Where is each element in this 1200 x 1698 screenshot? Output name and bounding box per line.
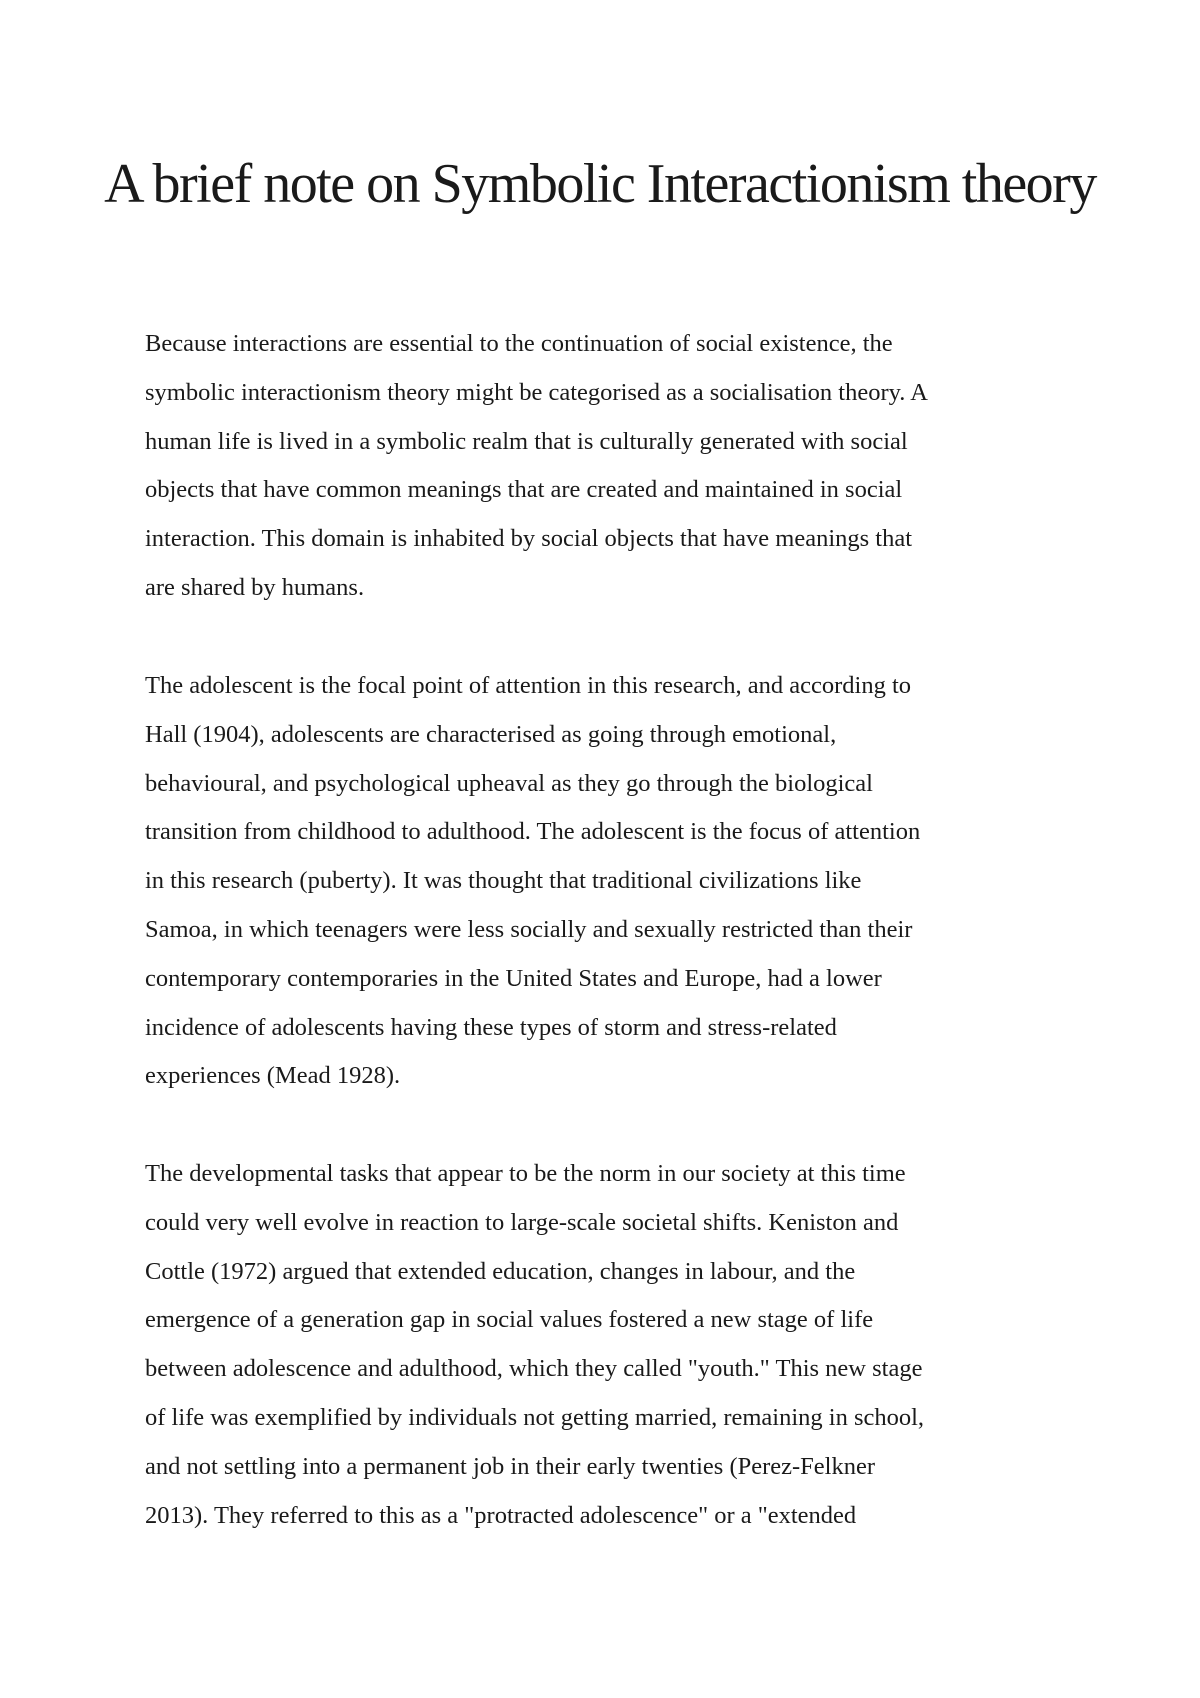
paragraph-line: and not settling into a permanent job in their early twenties (Perez-Felkner xyxy=(145,1452,876,1480)
paragraph-line: symbolic interactionism theory might be categorised as a socialisation theory. A xyxy=(145,378,928,406)
paragraph-line: in this research (puberty). It was thought that traditional civilizations like xyxy=(145,867,862,895)
paragraph-line: incidence of adolescents having these types of storm and stress-related xyxy=(145,1013,837,1041)
paragraph-line: Samoa, in which teenagers were less socially and sexually restricted than their xyxy=(145,915,913,943)
paragraph-line: objects that have common meanings that are created and maintained in social xyxy=(145,476,903,504)
paragraph-line: The developmental tasks that appear to be the norm in our society at this time xyxy=(145,1160,906,1187)
paragraph-2 xyxy=(145,662,1075,1101)
paragraph-line: between adolescence and adulthood, which they called "youth." This new stage xyxy=(145,1355,923,1383)
paragraph-line: are shared by humans. xyxy=(145,573,365,601)
paragraph-line: Hall (1904), adolescents are characterised as going through emotional, xyxy=(145,720,837,748)
paragraph-line: of life was exemplified by individuals not getting married, remaining in school, xyxy=(145,1403,925,1431)
paragraph-line: Cottle (1972) argued that extended education, changes in labour, and the xyxy=(145,1257,856,1285)
document-title: A brief note on Symbolic Interactionism theory xyxy=(104,153,1096,215)
paragraph-line: experiences (Mead 1928). xyxy=(145,1062,401,1090)
paragraph-line: contemporary contemporaries in the United States and Europe, had a lower xyxy=(145,964,882,992)
paragraph-3 xyxy=(145,1150,1075,1540)
paragraph-line: Because interactions are essential to the continuation of social existence, the xyxy=(145,330,893,357)
paragraph-line: human life is lived in a symbolic realm that is culturally generated with social xyxy=(145,427,908,455)
paragraph-line: transition from childhood to adulthood. The adolescent is the focus of attention xyxy=(145,818,921,846)
paragraph-line: emergence of a generation gap in social values fostered a new stage of life xyxy=(145,1306,874,1334)
paragraph-line: behavioural, and psychological upheaval as they go through the biological xyxy=(145,769,873,797)
paragraph-line: The adolescent is the focal point of attention in this research, and according to xyxy=(145,672,912,699)
paragraph-line: 2013). They referred to this as a "protracted adolescence" or a "extended xyxy=(145,1501,857,1529)
paragraph-1 xyxy=(145,320,1075,613)
paragraph-line: interaction. This domain is inhabited by social objects that have meanings that xyxy=(145,525,913,553)
paragraph-line: could very well evolve in reaction to large-scale societal shifts. Keniston and xyxy=(145,1208,899,1236)
